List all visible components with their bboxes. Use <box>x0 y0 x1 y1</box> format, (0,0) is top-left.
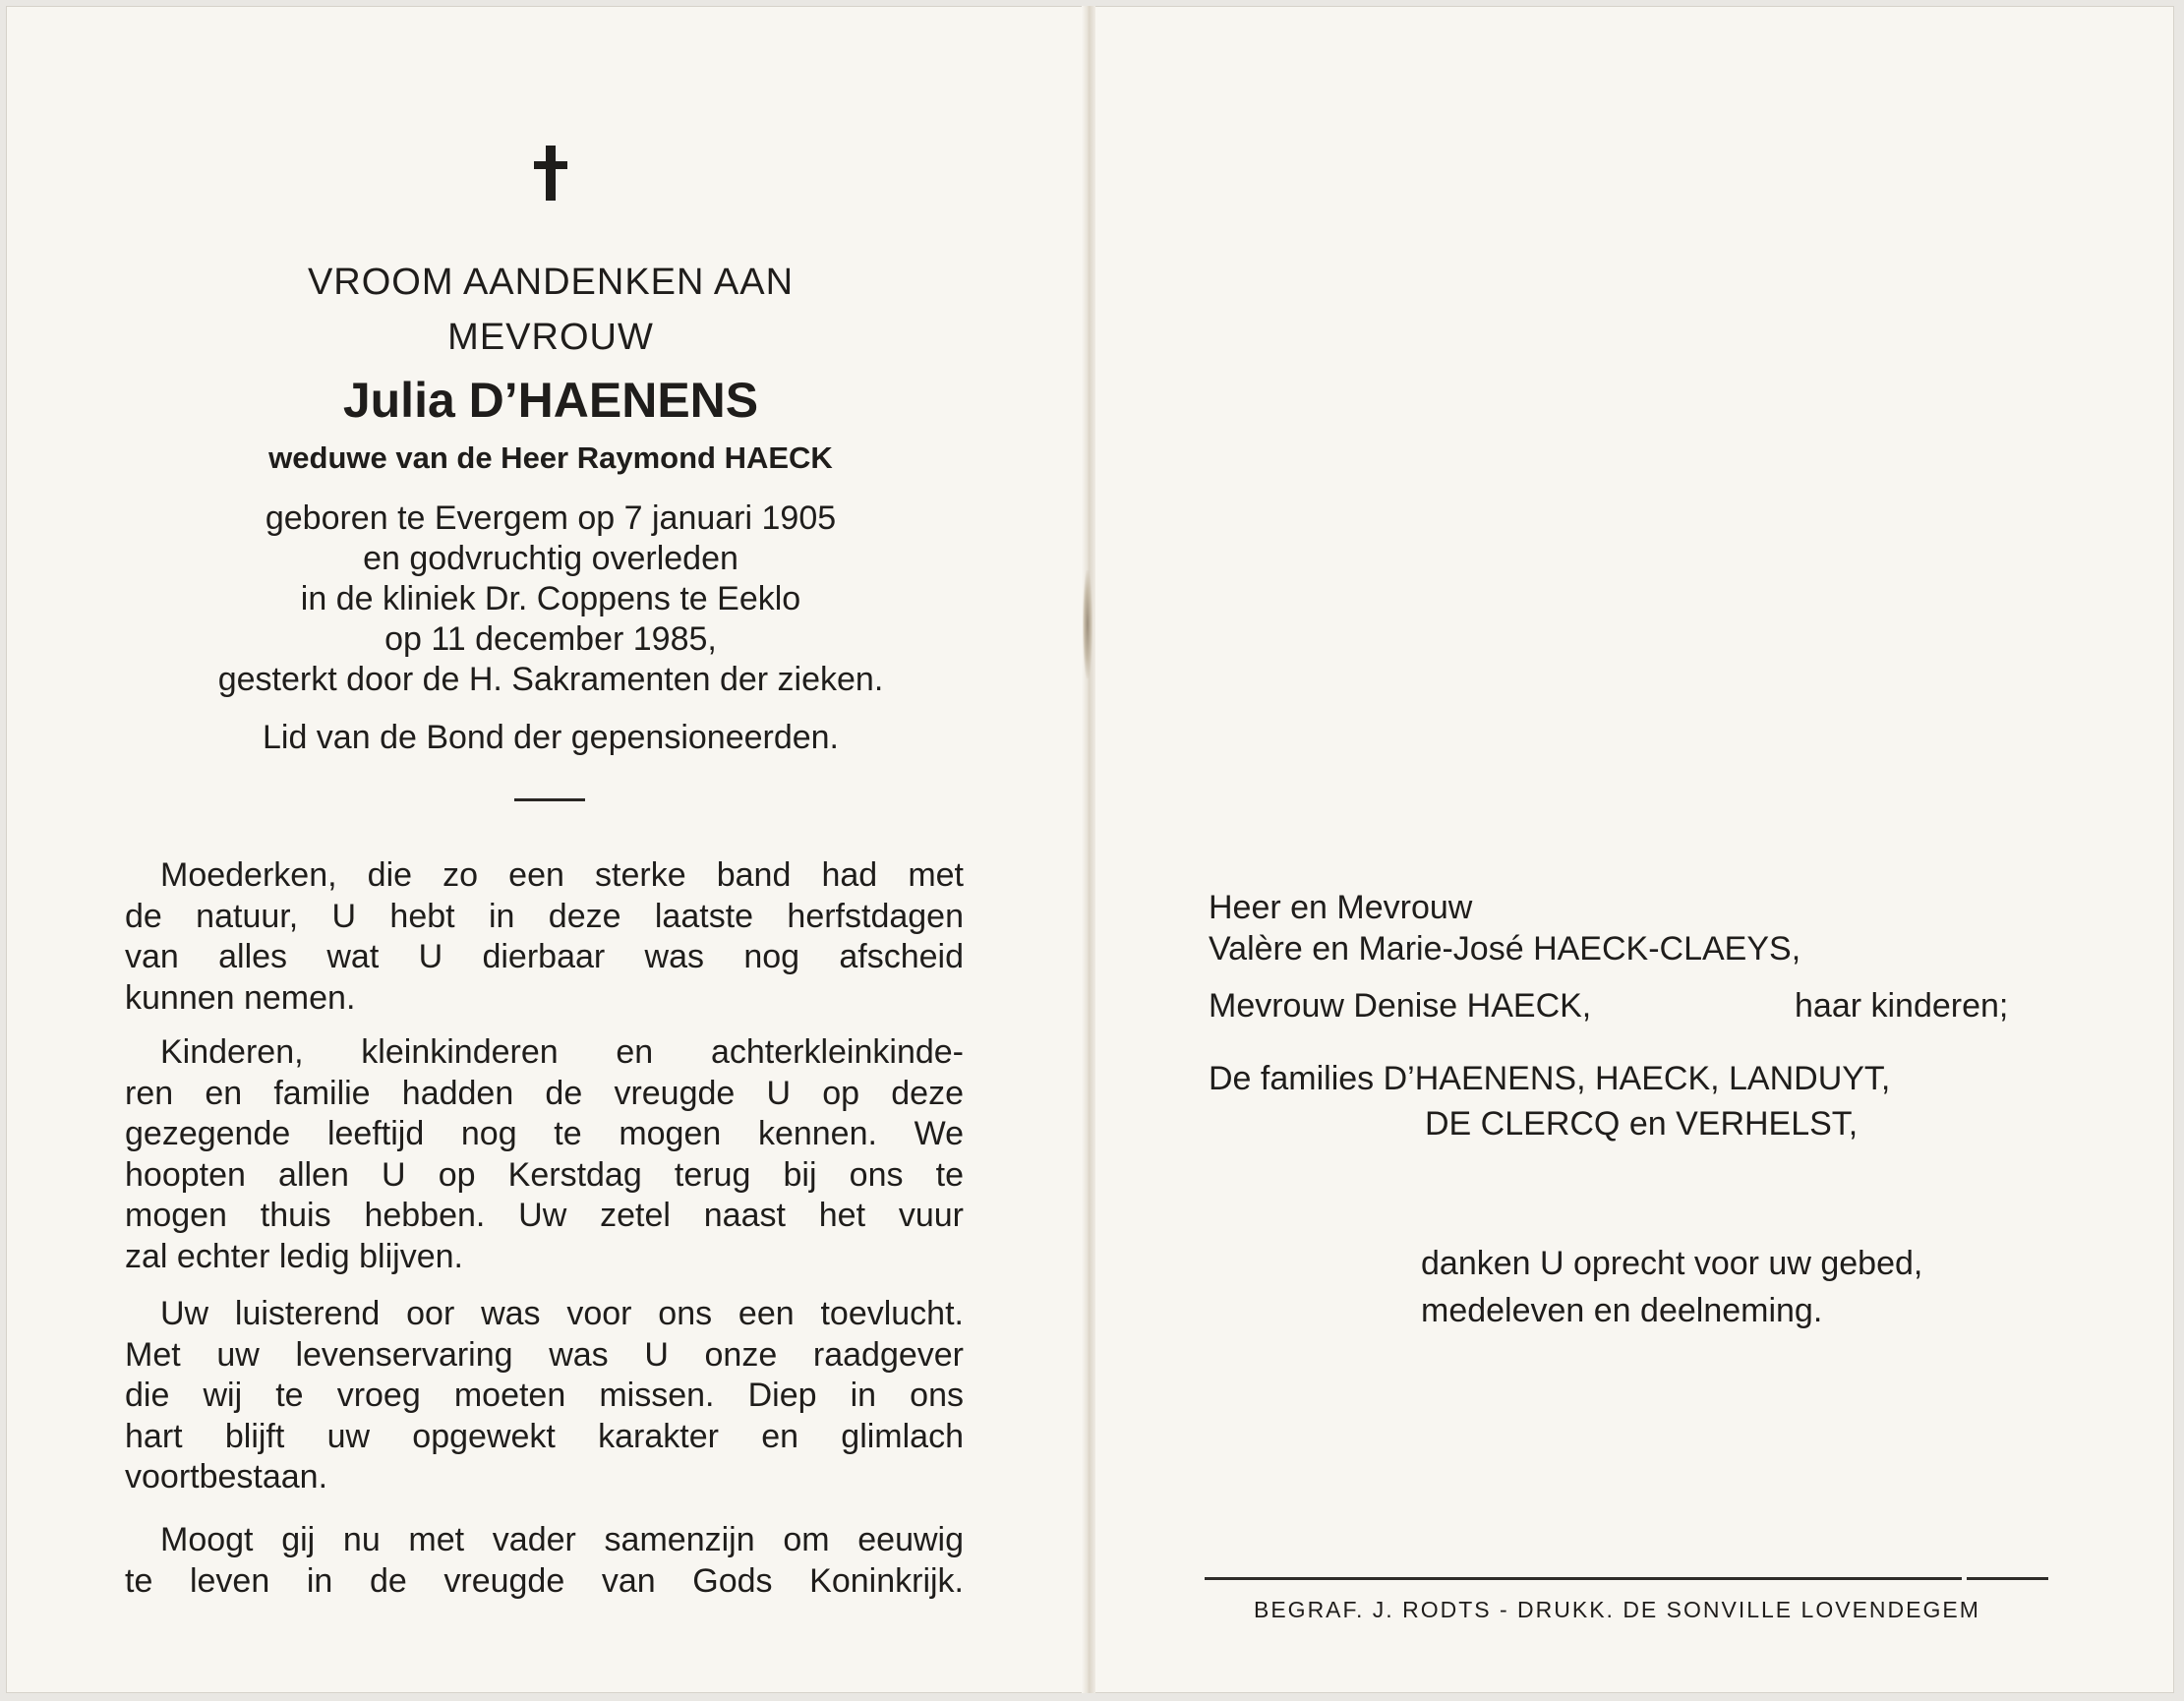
paragraph-line: zal echter ledig blijven. <box>125 1237 463 1275</box>
family-line-3: Mevrouw Denise HAECK, <box>1209 987 1592 1025</box>
paragraph-line: Moederken, die zo een sterke band had met <box>160 856 964 894</box>
paragraph <box>125 1294 964 1498</box>
footer-rule <box>1205 1577 1962 1580</box>
fold-stain <box>1083 570 1092 678</box>
paragraph-line: Met uw levenservaring was U onze raadgever <box>125 1335 964 1374</box>
thanks-line-2: medeleven en deelneming. <box>1421 1292 1823 1329</box>
bio-line: en godvruchtig overleden <box>363 540 738 577</box>
paragraph-line: van alles wat U dierbaar was nog afscheid <box>125 938 964 975</box>
printer-credit: BEGRAF. J. RODTS - DRUKK. DE SONVILLE LOVENDEGEM <box>1254 1597 1980 1622</box>
paragraph <box>125 1032 964 1277</box>
families-line-1: De families D’HAENENS, HAECK, LANDUYT, <box>1209 1060 1891 1097</box>
bio-line: in de kliniek Dr. Coppens te Eeklo <box>300 580 801 617</box>
header-line-1: VROOM AANDENKEN AAN <box>307 262 795 303</box>
family-line-1: Heer en Mevrouw <box>1209 889 1473 926</box>
paragraph-line: die wij te vroeg moeten missen. Diep in ons <box>125 1377 964 1414</box>
bio-line: gesterkt door de H. Sakramenten der zieken. <box>217 661 884 698</box>
widow-of: weduwe van de Heer Raymond HAECK <box>268 440 833 475</box>
paragraph-line: Moogt gij nu met vader samenzijn om eeuwig <box>160 1521 964 1558</box>
paragraph-line: te leven in de vreugde van Gods Koninkrijk. <box>125 1561 964 1600</box>
family-line-2: Valère en Marie-José HAECK-CLAEYS, <box>1209 930 1801 968</box>
paragraph-line: hart blijft uw opgewekt karakter en glimlach <box>125 1417 964 1455</box>
paragraph-line: Kinderen, kleinkinderen en achterkleinkinde- <box>160 1033 964 1071</box>
paragraph-line: ren en familie hadden de vreugde U op deze <box>125 1074 964 1112</box>
thanks-line-1: danken U oprecht voor uw gebed, <box>1421 1245 1923 1282</box>
deceased-name: Julia D’HAENENS <box>342 373 759 428</box>
paragraph-line: kunnen nemen. <box>125 978 356 1017</box>
children-label: haar kinderen; <box>1795 987 2009 1025</box>
paragraph <box>125 855 964 1019</box>
card-fold <box>1082 6 1095 1693</box>
cross-icon <box>531 146 570 201</box>
header-line-2: MEVROUW <box>447 317 654 358</box>
paragraph <box>125 1520 964 1602</box>
footer-rule <box>1967 1577 2048 1580</box>
bio-line: op 11 december 1985, <box>384 620 717 658</box>
bio-line: geboren te Evergem op 7 januari 1905 <box>265 499 837 537</box>
paragraph-line: gezegende leeftijd nog te mogen kennen. We <box>125 1115 964 1152</box>
paragraph-line: hoopten allen U op Kerstdag terug bij ons te <box>125 1155 964 1194</box>
separator-line <box>514 798 585 801</box>
paragraph-line: de natuur, U hebt in deze laatste herfstdagen <box>125 897 964 935</box>
paragraph-line: mogen thuis hebben. Uw zetel naast het vuur <box>125 1197 964 1234</box>
membership: Lid van de Bond der gepensioneerden. <box>262 719 840 756</box>
paragraph-line: voortbestaan. <box>125 1458 328 1496</box>
families-line-2: DE CLERCQ en VERHELST, <box>1425 1105 1859 1143</box>
paragraph-line: Uw luisterend oor was voor ons een toevlucht. <box>160 1295 964 1332</box>
